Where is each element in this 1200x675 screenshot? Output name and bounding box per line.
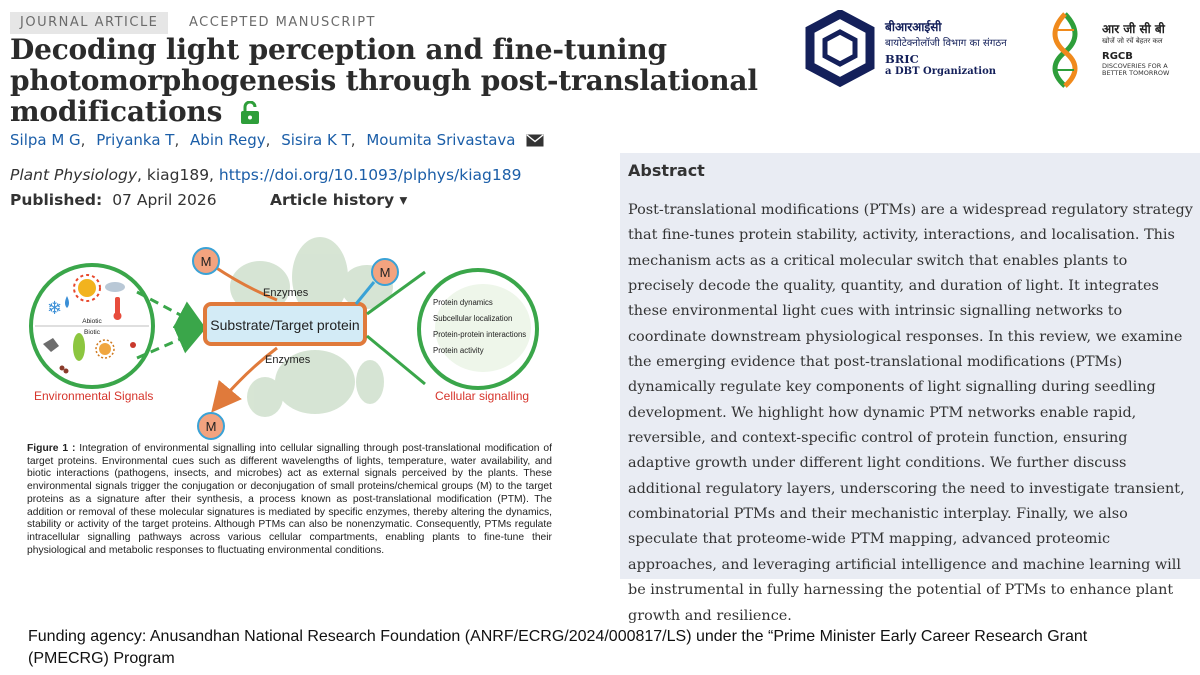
enzymes-top-label: Enzymes [263,287,309,299]
figure-caption [27,443,552,557]
bug-icon [130,342,136,348]
cloud-icon [105,282,125,292]
author-link[interactable]: Silpa M G [10,131,81,149]
cellular-item: Subcellular localization [433,314,513,323]
cellular-signalling-circle [419,270,537,388]
modifier-m-right [372,259,398,285]
figure-1-diagram [15,232,560,442]
rgcb-hindi-tagline: खोजें जो रचें बेहतर कल [1102,37,1163,45]
author-link[interactable]: Sisira K T [281,131,351,149]
m-label: M [379,265,391,280]
doi-link[interactable]: https://doi.org/10.1093/plphys/kiag189 [218,166,522,184]
biotic-label: Biotic [84,329,100,336]
author-link[interactable]: Moumita Srivastava [366,131,516,149]
open-access-lock-icon [240,100,260,131]
article-history-toggle[interactable]: Article history ▾ [270,191,408,209]
snowflake-icon [47,298,62,319]
bric-logo-icon [810,14,870,82]
published-info [10,191,217,209]
bric-hindi-subtitle: बायोटेक्नोलॉजी विभाग का संगठन [885,38,1007,49]
modifier-m-top [193,248,219,274]
substrate-target-protein-box [205,304,365,344]
author-link[interactable]: Priyanka T [96,131,175,149]
published-date: 07 April 2026 [112,191,217,209]
cellular-item: Protein-protein interactions [433,330,527,339]
pathogen-icon [73,333,85,361]
m-label: M [200,254,212,269]
environmental-signals-circle [31,265,153,387]
abstract-text: Post-translational modifications (PTMs) are a widespread regulatory strategy that fine-tunes protein stability, activity, interactions, and localisation. This mechanism acts as a critical molecular switch that enables plants to precisely decode the quality, quantity, and duration of light. It integrates these environmental light cues with intrinsic signalling networks to coordinate downstream physiological responses. In this review, we examine the emerging evidence that post-translational modifications (PTMs) dynamically regulate key components of light signalling during seedling development. We highlight how dynamic PTM networks enable rapid, reversible, and context-specific control of protein function, ensuring adaptive growth under different light conditions. We further discuss additional regulatory layers, underscoring the need to investigate transient, combinatorial PTMs and their mechanistic interplay. Finally, we also speculate that proteome-wide PTM mapping, advanced proteomic approaches, and leveraging artificial intelligence and machine learning will be instrumental in fully harnessing the potential of PTMs to enhance plant growth and resilience. [628,202,1193,624]
abstract-panel [620,153,1200,624]
article-title-block [10,34,780,131]
journal-name: Plant Physiology [10,166,137,184]
rgcb-logo-icon [1055,14,1075,86]
citation-line [10,166,521,184]
author-link[interactable]: Abin Regy [190,131,266,149]
article-id: , kiag189, [137,166,219,184]
rgcb-name: RGCB [1102,51,1133,62]
funding-statement: Funding agency: Anusandhan National Research Foundation (ANRF/ECRG/2024/000817/LS) under the “Prime Minister Early Career Research Grant (PMECRG) Program [28,628,1088,667]
email-icon[interactable] [526,133,544,151]
cellular-item: Protein activity [433,346,484,355]
cellular-signalling-label: Cellular signalling [435,389,530,403]
caption-text: Integration of environmental signalling into cellular signalling through post-translational modification of target proteins. Environmental cues such as different wavelengths of lights, temperature, water availability, and biotic interactions (pathogens, insects, and microbes) act as external signals perceived by the plants. These environmental signals trigger the conjugation or deconjugation of small proteins/chemical groups (M) to the target proteins as a signature after their synthesis, a process known as post-translational modification (PTM). The addition or removal of these molecular signatures is mediated by specific enzymes, thereby altering the dynamics, stability or activity of the target proteins. Although PTMs can also be nonenzymatic. Consequently, PTMs regulate intracellular signalling pathways across various cellular compartments, enabling plants to fine-tune their physiological and metabolic responses to fluctuating environmental conditions. [27,443,552,556]
m-label: M [205,419,217,434]
cellular-item: Protein dynamics [433,298,493,307]
article-title: Decoding light perception and fine-tuning photomorphogenesis through post-translational modifications [10,33,758,128]
rgcb-hindi-name: आर जी सी बी [1102,22,1165,36]
author-list: Silpa M G, Priyanka T, Abin Regy, Sisira K T, Moumita Srivastava [10,131,544,151]
article-type-tag: JOURNAL ARTICLE [10,12,168,34]
modifier-m-bottom [198,413,224,439]
bric-name: BRIC [885,52,919,66]
rgcb-tagline: DISCOVERIES FOR A BETTER TOMORROW [1102,62,1170,77]
enzymes-bottom-label: Enzymes [265,354,311,366]
substrate-label: Substrate/Target protein [210,317,360,333]
svg-text:❄: ❄ [47,298,63,319]
bric-dbt-label: a DBT Organization [885,66,997,77]
environmental-signals-label: Environmental Signals [34,389,154,403]
caption-label: Figure 1 : [27,443,76,454]
article-status-tag: ACCEPTED MANUSCRIPT [189,15,376,30]
bric-hindi-name: बीआरआईसी [885,20,942,34]
published-label: Published: [10,191,103,209]
abstract-heading: Abstract [628,161,705,180]
abiotic-label: Abiotic [82,318,102,325]
